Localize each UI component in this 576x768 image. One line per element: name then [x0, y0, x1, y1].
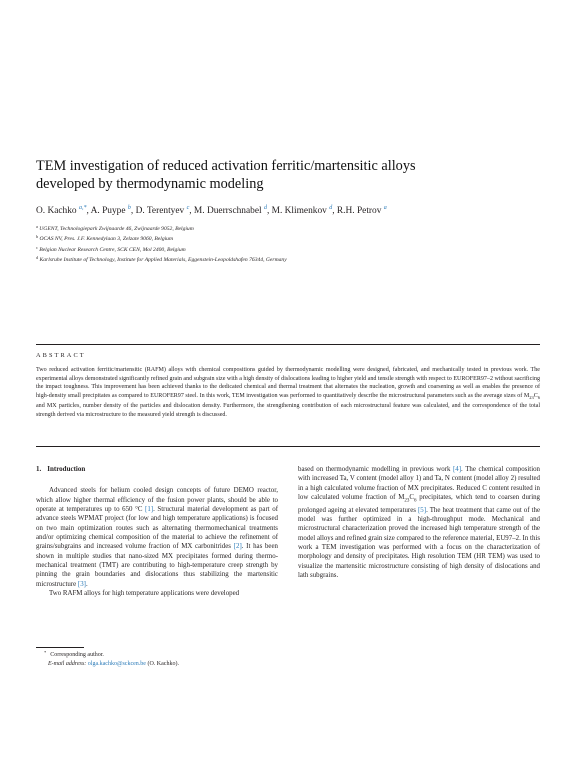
right-column	[298, 465, 540, 581]
affiliation-mark: b	[36, 234, 39, 240]
affiliation-text: OCAS NV, Pres. J.F. Kennedylaan 3, Zelzate 9060, Belgium	[39, 236, 174, 243]
affiliation-mark: d	[36, 255, 39, 261]
abstract-part: C	[533, 392, 538, 399]
left-column	[36, 465, 278, 598]
footnote-text: Corresponding author.	[50, 652, 104, 658]
body-paragraph	[36, 486, 278, 589]
abstract-top-rule	[36, 344, 540, 345]
affiliation-list	[36, 223, 556, 265]
subscript: 23	[529, 394, 534, 400]
author-name: R.H. Petrov	[336, 206, 382, 216]
text-run: Advanced steels for helium cooled design concepts of future DEMO reactor, which allow higher thermal efficiency of the fusion power plants, should be able to operate at temperatures up to 650 °C	[36, 487, 278, 514]
affiliation-text: UGENT, Technologiepark Zwijnaarde 46, Zwijnaarde 9052, Belgium	[39, 226, 194, 232]
text-run: . The chemical composition with increased Ta, V content (model alloy 1) and Ta, N content (model alloy 2) resulted in a high calculated volume fraction of MX precipitates. Reduced C content resulted in low calculated volume fraction of M	[298, 466, 540, 502]
section-heading	[36, 465, 278, 474]
email-link[interactable]: olga.kachko@sckcen.be	[87, 660, 146, 667]
affiliation-item	[36, 244, 556, 254]
footnote-rule	[36, 647, 84, 648]
author-name: O. Kachko	[36, 206, 77, 216]
author-name: M. Klimenkov	[271, 206, 327, 216]
article-title	[36, 158, 536, 193]
footnotes	[36, 649, 296, 668]
affiliation-item	[36, 223, 556, 233]
affiliation-mark: c	[36, 244, 38, 250]
citation-link[interactable]: [2]	[233, 543, 242, 551]
affiliation-item	[36, 233, 556, 243]
author-affiliation-mark[interactable]: a,*	[78, 205, 87, 211]
abstract-bottom-rule	[36, 446, 540, 447]
author-affiliation-mark[interactable]: d	[329, 205, 333, 211]
subscript: 6	[413, 498, 417, 504]
footnote-email	[36, 660, 296, 669]
title-line-1: TEM investigation of reduced activation ferritic/martensitic alloys	[36, 158, 416, 174]
text-run: C	[409, 494, 414, 502]
affiliation-mark: a	[36, 224, 38, 229]
abstract-heading: ABSTRACT	[36, 352, 86, 359]
abstract-text	[36, 366, 540, 419]
citation-link[interactable]: [4]	[453, 466, 462, 473]
footnote-corresponding	[36, 649, 296, 660]
email-suffix: (O. Kachko).	[145, 660, 179, 667]
author-name: A. Puype	[90, 206, 126, 216]
author-name: M. Duerrschnabel	[193, 206, 262, 216]
author-affiliation-mark[interactable]: a	[383, 205, 387, 211]
abstract-part: and MX particles, number density of the particles and dislocation density. Furthermore, the strengthening contribution of each microstructural feature was calculated, and the correspondence of the total strength derived via microstructure to the measured yield strength is discussed.	[36, 403, 540, 418]
body-paragraph	[298, 465, 540, 581]
citation-link[interactable]: [3]	[77, 580, 86, 588]
author-affiliation-mark[interactable]: c	[186, 205, 190, 211]
affiliation-text: Belgian Nuclear Research Centre, SCK CEN, Mol 2400, Belgium	[39, 246, 186, 253]
section-number: 1.	[36, 465, 42, 473]
text-run: .	[85, 580, 88, 588]
text-run: . It has been shown in multiple studies that nano-sized MX precipitates formed during thermo-mechanical treatment (TMT) are contributing to high-temperature creep strength by pinning the grain boundaries and dislocations thus stabilizing the martensitic microstructure	[36, 543, 278, 588]
abstract-part: Two reduced activation ferritic/martensitic (RAFM) alloys with chemical compositions guided by thermodynamic modelling were designed, fabricated, and mechanically tested in previous work. The experimental alloys demonstrated significantly refined grain and subgrain size with a high density of dislocations leading to higher yield and tensile strength with respect to EUROFER97–2 without sacrificing the impact toughness. This improvement has been achieved thanks to the dedicated chemical and thermal treatment that alternates the nucleation, growth and coarsening as well as enables the presence of high-density small precipitates as compared to EUROFER97 steel. In this work, TEM investigation was performed to quantitatively describe the microstructural parameters such as the average sizes of M	[36, 367, 540, 399]
subscript: 6	[537, 394, 540, 400]
text-run: based on thermodynamic modelling in previous work	[298, 466, 453, 473]
author-affiliation-mark[interactable]: b	[127, 205, 131, 211]
affiliation-text: Karlsruhe Institute of Technology, Institute for Applied Materials, Eggenstein-Leopoldshafen 76344, Germany	[39, 257, 287, 264]
citation-link[interactable]: [1]	[145, 506, 154, 514]
author-list: O. Kachko $^{a,*}$, A. Puype $^b$, D. Terentyev $^c$, M. Duerrschnabel $^d$, M. Klimenkov $^d$, R.H. Petrov $^a$	[36, 205, 387, 216]
section-title: Introduction	[47, 465, 86, 473]
author-name: D. Terentyev	[135, 206, 185, 216]
affiliation-item	[36, 254, 556, 264]
text-run: . The heat treatment that came out of the model was further optimized in a high-throughput mode. Mechanical and microstructural characterization proved the increased high temperature strength of the model alloys and refined grain size compared to the reference material, EU97–2. In this work a TEM investigation was performed with a focus on the characterization of morphology and density of precipitates. High resolution TEM (HR TEM) was used to visualize the martensitic microstructure consisting of high density of dislocations and lath subgrains.	[298, 506, 540, 580]
text-run: precipitates, which tend to coarsen during prolonged ageing at elevated temperatures	[298, 494, 540, 514]
subscript: 23	[404, 498, 410, 504]
citation-link[interactable]: [5]	[418, 506, 427, 514]
footnote-mark: *	[44, 650, 47, 655]
email-label: E-mail address:	[48, 660, 87, 667]
author-affiliation-mark[interactable]: d	[263, 205, 267, 211]
title-line-2: developed by thermodynamic modeling	[36, 175, 264, 192]
body-paragraph: Two RAFM alloys for high temperature applications were developed	[49, 590, 240, 598]
text-run: . Structural material development as part of advance steels WPMAT project (for low and high temperature applications) is focused on two main optimization routes such as alternating thermomechanical treatments and/or optimizing chemical composition of the material to achieve the refinement of grains/subgrains and increased volume fraction of MX carbonitrides	[36, 506, 279, 551]
